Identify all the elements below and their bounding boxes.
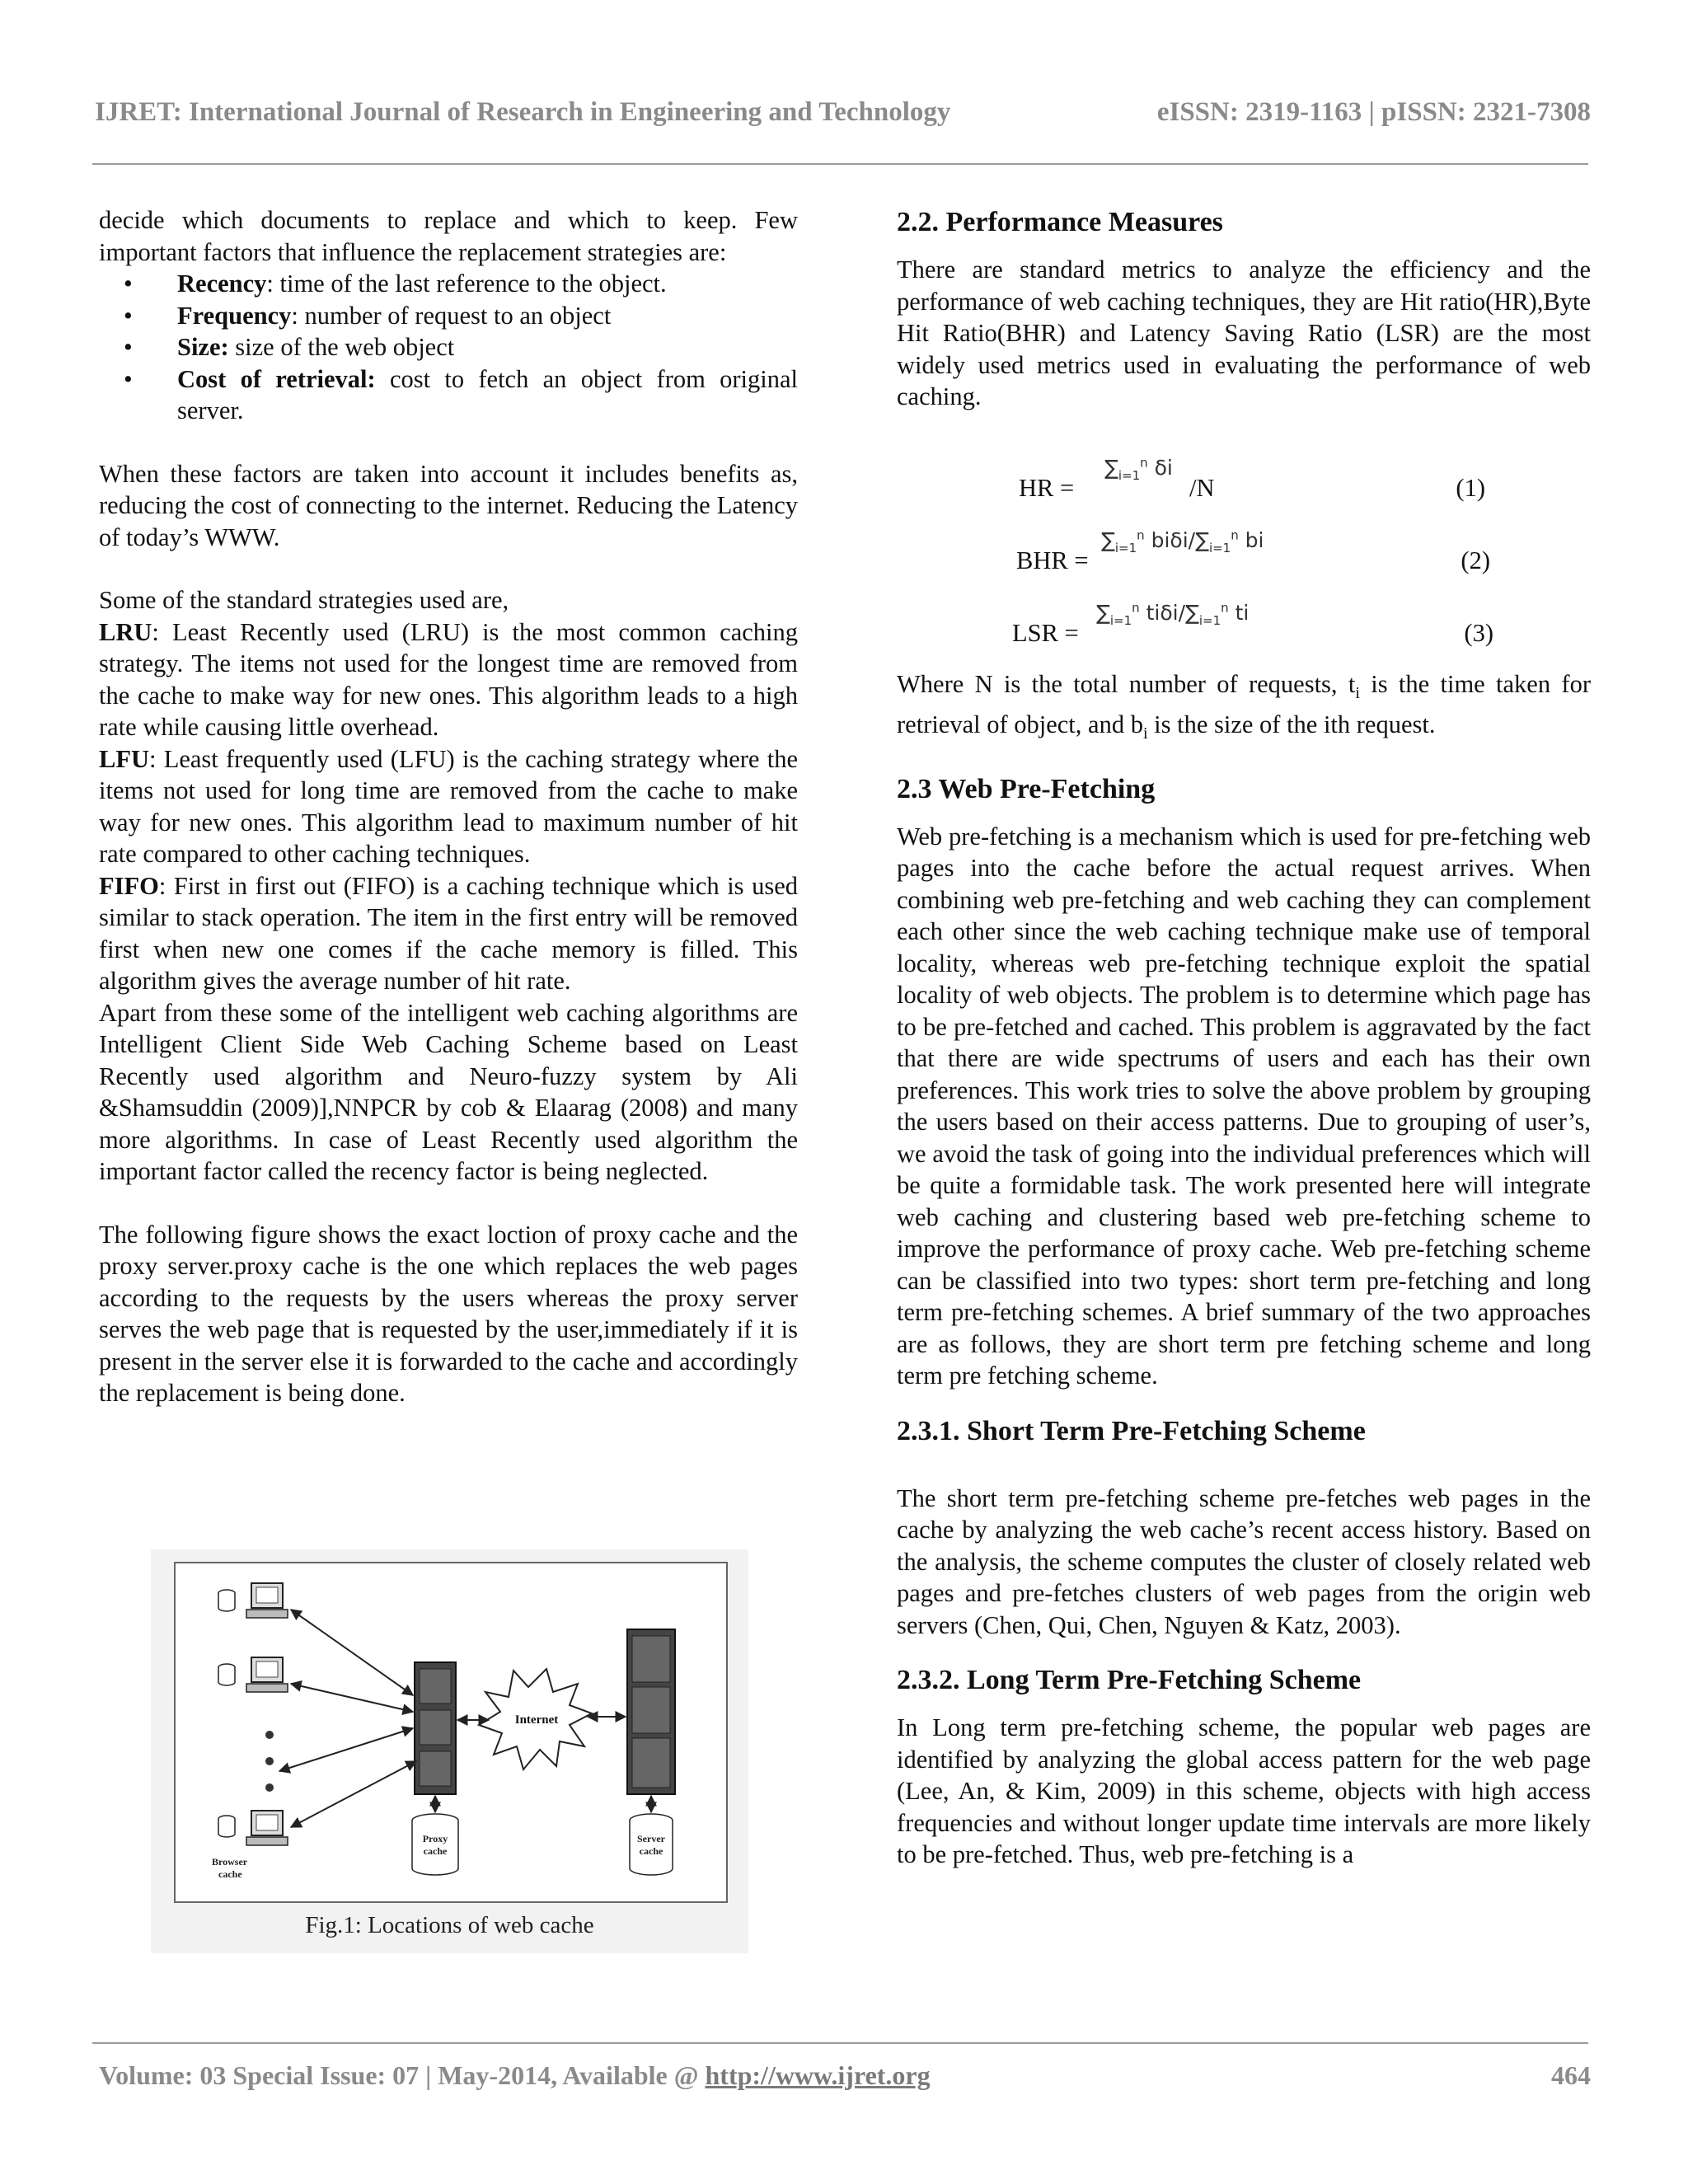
running-footer: [99, 2060, 1591, 2102]
factor-desc: size of the web object: [228, 333, 455, 361]
factor-term: Size:: [177, 333, 229, 361]
factor-list: [99, 268, 798, 427]
journal-title: IJRET: International Journal of Research in Engineering and Technology: [95, 97, 951, 127]
bullet-icon: •: [124, 333, 133, 361]
running-header: [95, 97, 1591, 137]
list-item: [99, 268, 798, 300]
equation-lsr: [897, 593, 1591, 665]
section-heading-performance: 2.2. Performance Measures: [897, 207, 1223, 237]
benefits-paragraph: When these factors are taken into account it includes benefits as, reducing the cost of connecting to the internet. Reducing the Latency of today’s WWW.: [99, 459, 798, 551]
factor-term: Frequency: [177, 301, 292, 330]
client-2: [218, 1657, 288, 1692]
left-column: [99, 204, 798, 1409]
prefetching-paragraph: Web pre-fetching is a mechanism which is used for pre-fetching web pages into the cache before the actual request arrives. When combining web pre-fetching and web caching they can complement each other since the web caching technique make use of temporal locality, whereas web pre-fetching technique exploit the spatial locality of web objects. The problem is to determine which page has to be pre-fetched and cached. This problem is aggravated by the fact that there are wide spectrums of users and each has their own preferences. This work tries to solve the above problem by grouping the users based on their access patterns. Due to grouping of user’s, we avoid the task of going into the individual preferences which will be quite a formidable task. The work presented here will integrate web caching and clustering based web pre-fetching scheme to improve the performance of proxy cache. Web pre-fetching scheme can be classified into two types: short term pre-fetching and long term pre-fetching schemes. A brief summary of the two approaches are as follows, they are short term pre fetching scheme and long term pre fetching scheme.: [897, 822, 1591, 1390]
list-item: [99, 300, 798, 332]
ellipsis-dots: [265, 1731, 274, 1792]
proxy-server-icon: [415, 1662, 456, 1794]
internet-label: Internet: [514, 1713, 559, 1727]
fifo-text: : First in first out (FIFO) is a caching technique which is used similar to stack operation. The item in the first entry will be removed first when new one comes if the cache memory is filled. This algorithm gives the average number of hit rate.: [99, 871, 798, 995]
lru-term: LRU: [99, 617, 152, 646]
factor-desc: cost to fetch an object from original server.: [177, 364, 798, 424]
figure-description: The following figure shows the exact loction of proxy cache and the proxy server.proxy cache is the one which replaces the web pages according to the requests by the users whereas the proxy server serves the web page that is requested by the user,immediately if it is present in the server else it is forwarded to the cache and accordingly the replacement is being done.: [99, 1220, 798, 1407]
factor-sep: :: [291, 301, 298, 330]
bullet-icon: •: [124, 301, 133, 330]
list-item: [99, 363, 798, 427]
figure-frame: [174, 1562, 728, 1903]
footer-rule: [92, 2042, 1588, 2044]
connection-arrows: [279, 1610, 651, 1827]
browser-cache-label: Browser cache: [212, 1856, 248, 1880]
lfu-paragraph: [99, 743, 798, 870]
lfu-text: : Least frequently used (LFU) is the caching strategy where the items not used for long time are removed from the cache to make way for new ones. This algorithm lead to maximum number of hit rate compared to other caching techniques.: [99, 744, 798, 868]
header-rule: [92, 163, 1588, 165]
lfu-term: LFU: [99, 744, 149, 773]
right-column: [897, 204, 1591, 1871]
fifo-term: FIFO: [99, 871, 159, 900]
factor-desc: time of the last reference to the object.: [273, 269, 667, 298]
figure-caption: Fig.1: Locations of web cache: [305, 1912, 594, 1938]
journal-link[interactable]: http://www.ijret.org: [705, 2060, 931, 2090]
strategies-intro: Some of the standard strategies used are,: [99, 586, 509, 614]
section-heading-short-term: 2.3.1. Short Term Pre-Fetching Scheme: [897, 1415, 1366, 1446]
issn-numbers: eISSN: 2319-1163 | pISSN: 2321-7308: [1156, 97, 1591, 127]
equation-bhr: [897, 520, 1591, 593]
figure-web-cache: [151, 1549, 748, 1953]
proxy-cache-icon: [412, 1814, 458, 1875]
equation-number: (2): [1461, 546, 1490, 574]
proxy-cache-label: Proxy cache: [422, 1833, 448, 1857]
section-heading-long-term: 2.3.2. Long Term Pre-Fetching Scheme: [897, 1665, 1362, 1696]
performance-paragraph: There are standard metrics to analyze the efficiency and the performance of web caching techniques, they are Hit ratio(HR),Byte Hit Ratio(BHR) and Latency Saving Ratio (LSR) are the most widely used metrics used in evaluating the performance of web caching.: [897, 255, 1591, 410]
client-3: [218, 1811, 288, 1845]
equation-number: (1): [1456, 473, 1485, 502]
equation-formula: $\sum_{i=1}^n$ biδi/$\sum_{i=1}^n$ bi: [1101, 527, 1264, 555]
server-cache-icon: [630, 1814, 673, 1875]
client-1: [218, 1583, 288, 1618]
web-cache-diagram: [176, 1563, 726, 1901]
lru-paragraph: [99, 616, 798, 743]
intro-paragraph: decide which documents to replace and which to keep. Few important factors that influence the replacement strategies are:: [99, 206, 798, 266]
equation-hr: [897, 448, 1591, 520]
intelligent-paragraph: Apart from these some of the intelligent web caching algorithms are Intelligent Client Side Web Caching Scheme based on Least Recently used algorithm and Neuro-fuzzy system by Ali &Shamsuddin (2009)],NNPCR by cob & Elaarag (2008) and many more algorithms. In case of Least Recently used algorithm the important factor called the recency factor is being neglected.: [99, 998, 798, 1185]
page-number: 464: [1551, 2060, 1591, 2090]
equation-formula: $\sum_{i=1}^n$ tiδi/$\sum_{i=1}^n$ ti: [1096, 600, 1250, 628]
volume-info: Volume: 03 Special Issue: 07 | May-2014, Available @ http://www.ijret.org: [99, 2060, 931, 2090]
lru-text: : Least Recently used (LRU) is the most common caching strategy. The items not used for the longest time are removed from the cache to make way for new ones. This algorithm leads to a high rate while causing little overhead.: [99, 617, 798, 741]
fifo-paragraph: [99, 870, 798, 997]
factor-term: Recency: [177, 269, 267, 298]
long-term-paragraph: In Long term pre-fetching scheme, the popular web pages are identified by analyzing the global access pattern for the web page (Lee, An, & Kim, 2009) in this scheme, objects with high access frequencies and without longer update time intervals are more likely to be pre-fetched. Thus, web pre-fetching is a: [897, 1713, 1591, 1869]
factor-sep: :: [266, 269, 274, 298]
server-cache-label: Server cache: [637, 1833, 665, 1857]
factor-term: Cost of retrieval:: [177, 364, 376, 393]
bullet-icon: •: [124, 364, 133, 393]
equation-formula: $\sum_{i=1}^n$ δi: [1104, 455, 1173, 483]
equation-tail: /N: [1189, 473, 1215, 502]
section-heading-prefetching: 2.3 Web Pre-Fetching: [897, 773, 1156, 804]
equation-number: (3): [1464, 618, 1493, 647]
where-paragraph: Where N is the total number of requests, $t_i$ is the time taken for retrieval of object, and $b_i$ is the size of the ith request.: [897, 669, 1591, 743]
equation-lhs: BHR =: [1016, 546, 1089, 574]
equation-lhs: HR =: [1019, 473, 1075, 502]
factor-desc: number of request to an object: [298, 301, 612, 330]
origin-server-icon: [627, 1629, 675, 1794]
equation-lhs: LSR =: [1012, 618, 1079, 647]
bullet-icon: •: [124, 269, 133, 298]
list-item: [99, 331, 798, 363]
short-term-paragraph: The short term pre-fetching scheme pre-fetches web pages in the cache by analyzing the web cache’s recent access history. Based on the analysis, the scheme computes the cluster of closely related web pages and pre-fetches clusters of web pages from the origin web servers (Chen, Qui, Chen, Nguyen & Katz, 2003).: [897, 1483, 1591, 1639]
